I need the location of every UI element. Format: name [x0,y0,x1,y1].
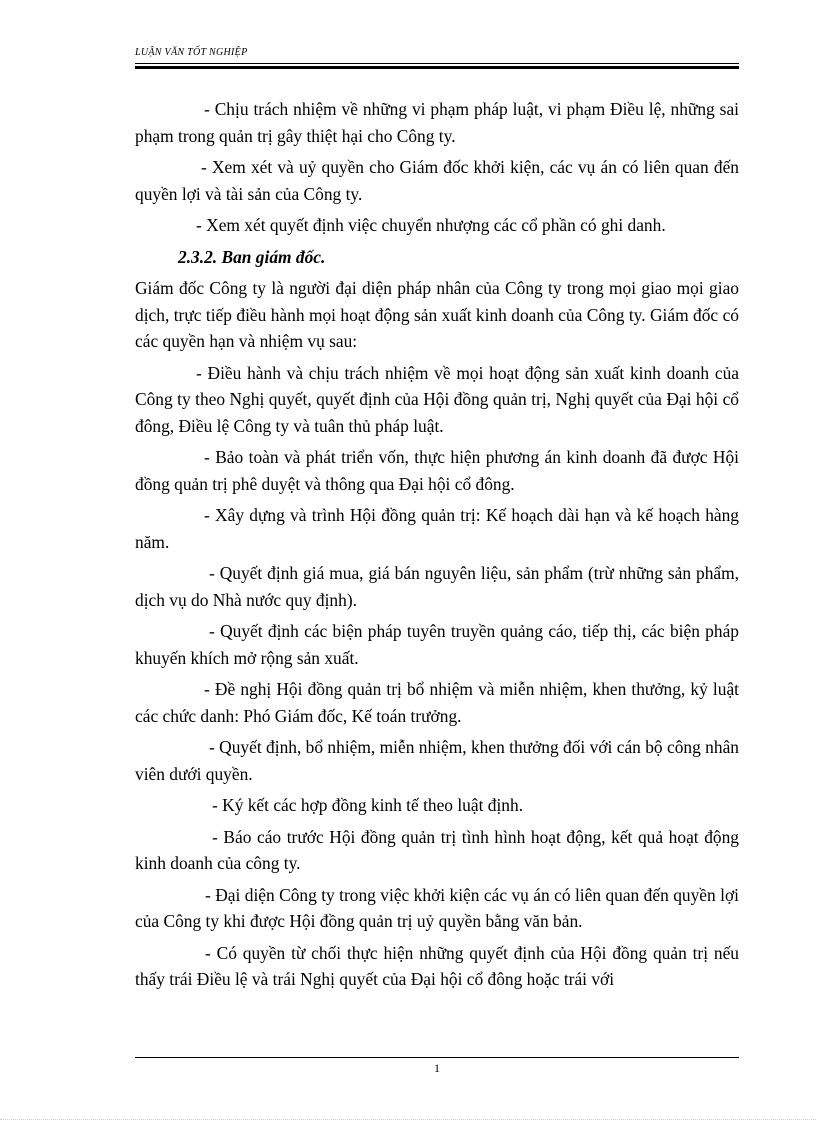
duty-item: - Bảo toàn và phát triển vốn, thực hiện phương án kinh doanh đã được Hội đồng quản trị phê duyệt và thông qua Đại hội cổ đông. [135,447,739,494]
duty-item: - Quyết định, bổ nhiệm, miễn nhiệm, khen thưởng đối với cán bộ công nhân viên dưới quyền. [135,737,739,784]
paragraph-authorize-lawsuit: - Xem xét và uỷ quyền cho Giám đốc khởi kiện, các vụ án có liên quan đến quyền lợi và tài sản của Công ty. [135,157,739,204]
header-rule-thin [135,63,739,64]
duty-item: - Báo cáo trước Hội đồng quản trị tình hình hoạt động, kết quả hoạt động kinh doanh của công ty. [135,826,739,873]
duty-item: - Ký kết các hợp đồng kinh tế theo luật định. [212,795,524,815]
body-text [135,96,739,998]
duty-item: - Quyết định giá mua, giá bán nguyên liệu, sản phẩm (trừ những sản phẩm, dịch vụ do Nhà nước quy định). [135,563,739,610]
paragraph-director-intro: Giám đốc Công ty là người đại diện pháp nhân của Công ty trong mọi giao mọi giao dịch, trực tiếp điều hành mọi hoạt động sản xuất kinh doanh của Công ty. Giám đốc có các quyền hạn và nhiệm vụ sau: [135,278,739,351]
running-header: LUẬN VĂN TỐT NGHIỆP [135,47,248,58]
duty-item: - Xây dựng và trình Hội đồng quản trị: Kế hoạch dài hạn và kế hoạch hàng năm. [135,505,739,552]
duty-item: - Có quyền từ chối thực hiện những quyết định của Hội đồng quản trị nếu thấy trái Điều lệ và trái Nghị quyết của Đại hội cổ đông hoặc trái với [135,942,739,989]
footer-rule [135,1057,739,1058]
duty-item: - Đề nghị Hội đồng quản trị bổ nhiệm và miễn nhiệm, khen thưởng, kỷ luật các chức danh: Phó Giám đốc, Kế toán trưởng. [135,679,739,726]
paragraph-share-transfer: - Xem xét quyết định việc chuyển nhượng các cổ phần có ghi danh. [196,215,666,235]
duty-item: - Đại diện Công ty trong việc khởi kiện các vụ án có liên quan đến quyền lợi của Công ty khi được Hội đồng quản trị uỷ quyền bằng văn bản. [135,884,739,931]
page-edge-divider [0,1119,816,1120]
section-heading: 2.3.2. Ban giám đốc. [178,246,326,267]
header-rule-thick [135,66,739,69]
paragraph-responsibility: - Chịu trách nhiệm về những vi phạm pháp luật, vi phạm Điều lệ, những sai phạm trong quản trị gây thiệt hại cho Công ty. [135,99,739,146]
duty-item: - Quyết định các biện pháp tuyên truyền quảng cáo, tiếp thị, các biện pháp khuyến khích mở rộng sản xuất. [135,621,739,668]
duty-item: - Điều hành và chịu trách nhiệm về mọi hoạt động sản xuất kinh doanh của Công ty theo Nghị quyết, quyết định của Hội đồng quản trị, Nghị quyết của Đại hội cổ đông, Điều lệ Công ty và tuân thủ pháp luật. [135,362,739,436]
page-number: 1 [434,1061,440,1075]
